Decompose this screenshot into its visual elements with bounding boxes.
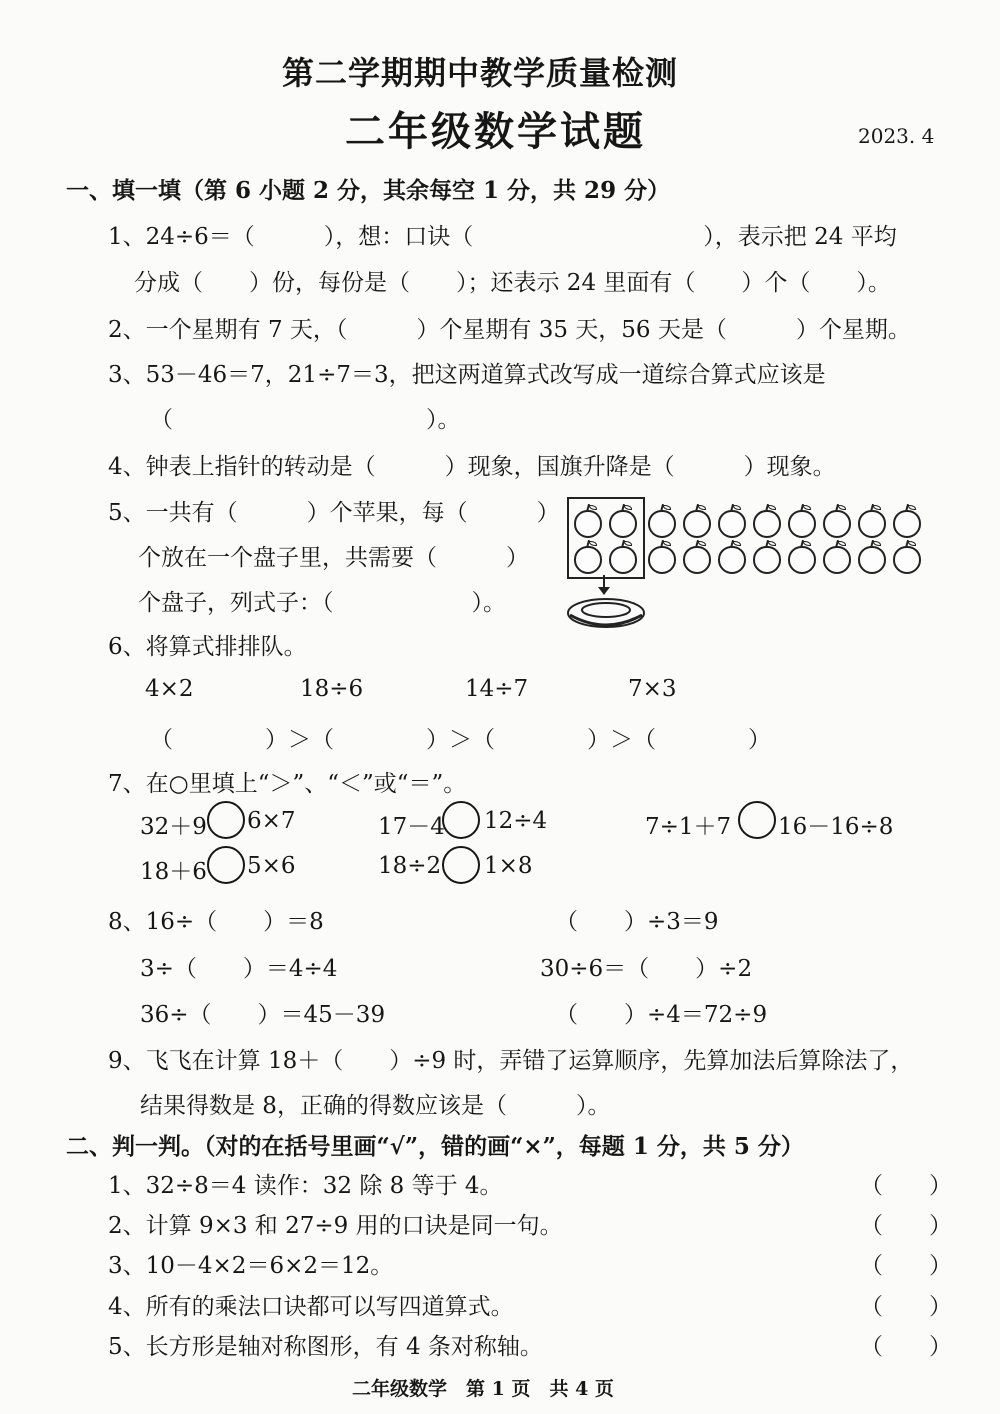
judge-answer-1[interactable]: （ ） xyxy=(860,1173,952,1199)
q7-r2-b-left: 18÷2 xyxy=(378,853,442,879)
judge-answer-3[interactable]: （ ） xyxy=(860,1253,952,1279)
apple-icon xyxy=(718,546,746,574)
q1-line1: 1、24÷6＝（ ），想：口诀（ ），表示把 24 平均 xyxy=(108,224,897,250)
apple-icon xyxy=(574,510,602,538)
q9-line2: 结果得数是 8，正确的得数应该是（ ）。 xyxy=(140,1093,611,1119)
q6-item-4: 7×3 xyxy=(628,676,677,702)
compare-circle[interactable] xyxy=(207,801,245,839)
apple-icon xyxy=(574,546,602,574)
q5-line1: 5、一共有（ ）个苹果，每（ ） xyxy=(108,500,560,526)
q8-c: 3÷（ ）＝4÷4 xyxy=(140,956,338,982)
apple-icon xyxy=(648,510,676,538)
exam-subtitle: 二年级数学试题 xyxy=(345,108,646,155)
judge-item-5: 5、长方形是轴对称图形，有 4 条对称轴。 xyxy=(108,1334,543,1360)
q6-item-2: 18÷6 xyxy=(300,676,364,702)
apple-icon xyxy=(683,546,711,574)
apple-icon xyxy=(893,510,921,538)
apple-icon xyxy=(893,546,921,574)
exam-date: 2023. 4 xyxy=(858,124,935,148)
q8-a: 8、16÷（ ）＝8 xyxy=(108,909,324,935)
judge-answer-4[interactable]: （ ） xyxy=(860,1294,952,1320)
apple-icon xyxy=(609,510,637,538)
apple-icon xyxy=(823,510,851,538)
q7-title: 7、在○里填上“＞”、“＜”或“＝”。 xyxy=(108,771,467,797)
apple-icon xyxy=(683,510,711,538)
q3-line2: （ ）。 xyxy=(150,407,461,433)
compare-circle[interactable] xyxy=(442,801,480,839)
section1-heading: 一、填一填（第 6 小题 2 分，其余每空 1 分，共 29 分） xyxy=(66,177,671,204)
q8-b: （ ）÷3＝9 xyxy=(555,909,719,935)
judge-item-4: 4、所有的乘法口诀都可以写四道算式。 xyxy=(108,1294,514,1320)
q7-r2-b-right: 1×8 xyxy=(484,853,533,879)
apple-icon xyxy=(858,546,886,574)
apple-icon xyxy=(823,546,851,574)
plate-icon xyxy=(564,595,648,633)
apple-icon xyxy=(648,546,676,574)
judge-item-2: 2、计算 9×3 和 27÷9 用的口诀是同一句。 xyxy=(108,1213,563,1239)
q5-line3: 个盘子，列式子：（ ）。 xyxy=(138,590,506,616)
section2-heading: 二、判一判。（对的在括号里画“√”，错的画“×”，每题 1 分，共 5 分） xyxy=(66,1133,804,1160)
down-arrow-icon xyxy=(590,575,620,597)
q6-order: （ ）＞（ ）＞（ ）＞（ ） xyxy=(150,727,771,753)
q6-item-3: 14÷7 xyxy=(465,676,529,702)
q3-line1: 3、53－46＝7，21÷7＝3，把这两道算式改写成一道综合算式应该是 xyxy=(108,362,826,388)
apple-icon xyxy=(788,510,816,538)
q6-item-1: 4×2 xyxy=(145,676,194,702)
q7-r1-a-left: 32＋9 xyxy=(140,814,207,840)
q9-line1: 9、飞飞在计算 18＋（ ）÷9 时，弄错了运算顺序，先算加法后算除法了， xyxy=(108,1048,914,1074)
q8-d: 30÷6＝（ ）÷2 xyxy=(540,956,753,982)
judge-item-3: 3、10－4×2＝6×2＝12。 xyxy=(108,1253,394,1279)
q7-r1-b-right: 12÷4 xyxy=(484,808,548,834)
compare-circle[interactable] xyxy=(207,846,245,884)
q1-line2: 分成（ ）份，每份是（ ）；还表示 24 里面有（ ）个（ ）。 xyxy=(134,270,891,296)
apple-icon xyxy=(788,546,816,574)
q8-f: （ ）÷4＝72÷9 xyxy=(555,1002,768,1028)
apple-icon xyxy=(718,510,746,538)
q5-line2: 个放在一个盘子里，共需要（ ） xyxy=(138,545,529,571)
q7-r2-a-left: 18＋6 xyxy=(140,859,207,885)
apple-icon xyxy=(609,546,637,574)
judge-item-1: 1、32÷8＝4 读作：32 除 8 等于 4。 xyxy=(108,1173,503,1199)
judge-answer-5[interactable]: （ ） xyxy=(860,1334,952,1360)
q2: 2、一个星期有 7 天，（ ）个星期有 35 天，56 天是（ ）个星期。 xyxy=(108,317,911,343)
compare-circle[interactable] xyxy=(738,801,776,839)
apple-icon xyxy=(753,510,781,538)
judge-answer-2[interactable]: （ ） xyxy=(860,1213,952,1239)
q7-r1-a-right: 6×7 xyxy=(247,808,296,834)
page-footer: 二年级数学 第 1 页 共 4 页 xyxy=(352,1378,614,1400)
q4: 4、钟表上指针的转动是（ ）现象，国旗升降是（ ）现象。 xyxy=(108,454,836,480)
apple-icon xyxy=(858,510,886,538)
apple-icon xyxy=(753,546,781,574)
q7-r1-c-right: 16－16÷8 xyxy=(778,814,894,840)
q7-r1-c-left: 7÷1＋7 xyxy=(645,814,732,840)
q7-r2-a-right: 5×6 xyxy=(247,853,296,879)
compare-circle[interactable] xyxy=(442,846,480,884)
q6-title: 6、将算式排排队。 xyxy=(108,634,307,660)
q7-r1-b-left: 17－4 xyxy=(378,814,445,840)
exam-title: 第二学期期中教学质量检测 xyxy=(282,54,679,92)
q8-e: 36÷（ ）＝45－39 xyxy=(140,1002,386,1028)
